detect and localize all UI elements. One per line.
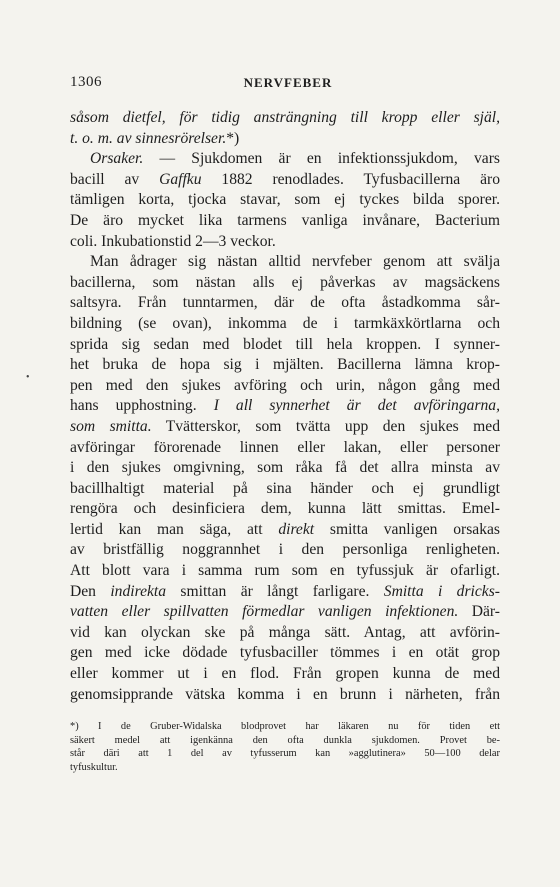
text-run: bacillhaltigt material på sina händer och ej grundligt <box>70 479 500 497</box>
text-run: smitta vanligen orsakas <box>314 520 500 538</box>
italic-text: Gaffku <box>159 170 202 188</box>
text-line <box>70 355 500 376</box>
text-run: pen med den sjukes avföring och urin, någon gång med <box>70 376 500 394</box>
text-run: saltsyra. Från tunntarmen, där de ofta åstadkomma sår- <box>70 294 500 312</box>
italic-text: I all synnerhet är det avföringarna, <box>213 397 501 415</box>
text-line <box>70 232 500 253</box>
italic-text: som smitta. <box>70 417 152 435</box>
text-line <box>70 396 500 417</box>
text-run: av bristfällig noggrannhet i den personliga renligheten. <box>70 541 500 559</box>
text-run: rengöra och desinficiera dem, kunna lätt smittas. Emel- <box>70 500 500 518</box>
italic-text: indirekta <box>110 582 167 600</box>
footnote-line: *) I de Gruber-Widalska blodprovet har läkaren nu för tiden ett <box>70 721 500 732</box>
text-run: vid kan olyckan ske på många sätt. Antag, att avförin- <box>70 623 500 641</box>
text-line <box>70 190 500 211</box>
footnote-line: säkert medel att igenkänna den ofta dunkla sjukdomen. Provet be- <box>70 734 500 746</box>
footnote-line: tyfuskultur. <box>70 761 118 773</box>
margin-mark: • <box>26 372 30 383</box>
text-run: Där- <box>458 603 500 621</box>
text-run: bildning (se ovan), inkomma de i tarmkäxkörtlarna och <box>70 314 500 332</box>
text-line <box>70 561 500 582</box>
italic-text: såsom dietfel, för tidig ansträngning till kropp eller själ, <box>70 109 500 126</box>
text-line <box>70 273 500 294</box>
text-run: smittan är långt farligare. <box>166 582 384 600</box>
text-line <box>70 582 500 603</box>
text-line <box>70 252 500 273</box>
footnote-line: står däri att 1 del av tyfusserum kan »agglutinera» 50—100 delar <box>70 748 500 760</box>
text-line <box>70 643 500 664</box>
text-line <box>70 417 500 438</box>
text-line <box>70 108 500 129</box>
text-run: Att blott vara i samma rum som en tyfussjuk är ofarligt. <box>70 562 500 580</box>
footnote <box>70 720 500 774</box>
text-line <box>70 314 500 335</box>
text-run: — Sjukdomen är en infektionssjukdom, vars <box>143 150 500 168</box>
text-run: lertid kan man säga, att <box>70 520 279 538</box>
text-line <box>70 376 500 397</box>
text-line <box>70 685 500 706</box>
text-line <box>70 664 500 685</box>
text-line <box>70 149 500 170</box>
running-head: NERVFEBER <box>243 75 333 90</box>
text-run: bacill av <box>70 170 160 188</box>
italic-text: direkt <box>278 520 315 538</box>
text-line <box>70 170 500 191</box>
text-line <box>70 479 500 500</box>
text-run: bacillerna, som nästan alls ej påverkas av magsäckens <box>70 273 500 291</box>
text-line <box>70 602 500 623</box>
body-text <box>70 108 500 705</box>
text-run: Tvätterskor, som tvätta upp den sjukes med <box>151 417 500 435</box>
text-run: Den <box>70 582 111 600</box>
text-run: *) <box>226 129 240 147</box>
italic-text: Smitta i dricks- <box>383 582 500 600</box>
italic-text: vatten eller spillvatten förmedlar vanligen infektionen. <box>70 603 459 621</box>
text-run: tämligen korta, tjocka stavar, som ej tyckes bilda sporer. <box>70 191 500 209</box>
text-run: De äro mycket lika tarmens vanliga invånare, Bacterium <box>70 211 500 229</box>
page-header <box>70 74 506 94</box>
text-line <box>70 335 500 356</box>
text-run: eller kommer ut i en flod. Från gropen kunna de med <box>70 665 500 683</box>
text-run: hans upphostning. <box>70 397 214 415</box>
text-run: sprida sig sedan med blodet till hela kroppen. I synner- <box>70 335 500 353</box>
text-run: het bruka de hopa sig i mjälten. Bacillerna lämna krop- <box>70 356 500 374</box>
text-line <box>70 520 500 541</box>
text-line <box>70 438 500 459</box>
text-line <box>70 458 500 479</box>
text-line <box>70 293 500 314</box>
text-run: genomsipprande vätska komma i en brunn i närheten, från <box>70 685 500 703</box>
text-line <box>70 499 500 520</box>
text-line <box>70 129 500 150</box>
text-line <box>70 540 500 561</box>
text-run: 1882 renodlades. Tyfusbacillerna äro <box>201 170 500 188</box>
text-run: coli. Inkubationstid 2—3 veckor. <box>70 232 276 250</box>
text-run: gen med icke dödade tyfusbaciller tömmes i en otät grop <box>70 644 500 662</box>
text-run: i den sjukes omgivning, som råka få det allra minsta av <box>70 459 500 477</box>
text-run: avföringar förorenade linnen eller lakan, eller personer <box>70 438 500 456</box>
text-run: Man ådrager sig nästan alltid nervfeber genom att svälja <box>90 253 500 271</box>
text-line <box>70 623 500 644</box>
text-line <box>70 211 500 232</box>
page-number: 1306 <box>70 74 102 90</box>
italic-text: t. o. m. av sinnesrörelser. <box>70 129 227 147</box>
italic-text: Orsaker. <box>90 150 144 168</box>
